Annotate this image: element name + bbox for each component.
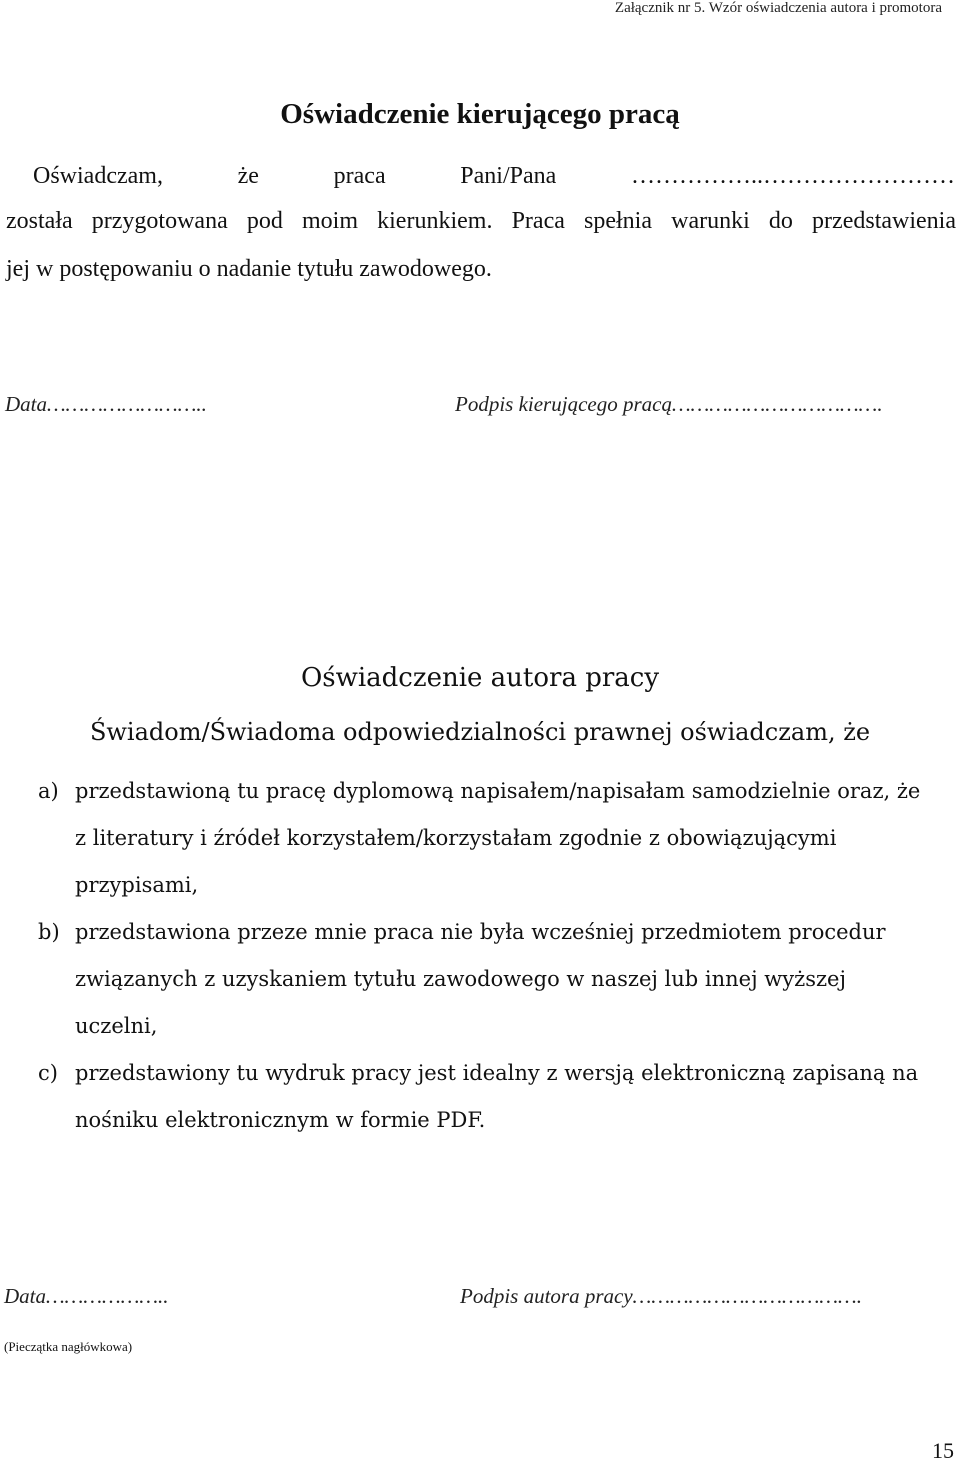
list-item: [38, 768, 953, 909]
list-item-letter: b): [38, 920, 60, 944]
stamp-label: (Pieczątka nagłówkowa): [4, 1339, 133, 1354]
list-item-text: [75, 1050, 953, 1144]
list-item-line: przypisami,: [75, 873, 199, 897]
word: że: [237, 163, 259, 189]
list-item: [38, 1050, 953, 1144]
author-statement-list: [38, 768, 953, 1144]
list-item-text: [75, 909, 953, 1050]
supervisor-statement-line-3: jej w postępowaniu o nadanie tytułu zawodowego.: [6, 256, 492, 282]
list-item-line: związanych z uzyskaniem tytułu zawodowego w naszej lub innej wyższej: [75, 967, 846, 991]
annex-header: Załącznik nr 5. Wzór oświadczenia autora i promotora: [614, 0, 942, 16]
author-statement-title: Oświadczenie autora pracy: [300, 663, 660, 693]
author-date-field: Data………………..: [4, 1284, 169, 1308]
word: praca: [333, 163, 386, 189]
supervisor-signature-field: Podpis kierującego pracą…………………………….: [455, 392, 883, 416]
list-item-text: [75, 768, 953, 909]
supervisor-statement-line-1: [33, 163, 955, 190]
author-statement-subtitle: Świadom/Świadoma odpowiedzialności prawnej oświadczam, że: [89, 718, 871, 746]
page-number: 15: [932, 1438, 954, 1463]
author-signature-field: Podpis autora pracy……………………………….: [460, 1284, 862, 1308]
list-item-line: nośniku elektronicznym w formie PDF.: [75, 1108, 486, 1132]
list-item: [38, 909, 953, 1050]
list-item-line: przedstawiony tu wydruk pracy jest idealny z wersją elektroniczną zapisaną na: [75, 1061, 919, 1085]
list-item-line: uczelni,: [75, 1014, 158, 1038]
word: Oświadczam,: [33, 163, 163, 189]
word: Pani/Pana: [460, 163, 557, 189]
supervisor-date-field: Data……………………..: [5, 392, 207, 416]
supervisor-statement-line-2: została przygotowana pod moim kierunkiem. Praca spełnia warunki do przedstawienia: [6, 208, 956, 234]
list-item-letter: c): [38, 1061, 58, 1085]
name-blank: ……………..……………………: [630, 163, 955, 189]
list-item-letter: a): [38, 779, 59, 803]
list-item-line: przedstawiona przeze mnie praca nie była wcześniej przedmiotem procedur: [75, 920, 886, 944]
list-item-line: przedstawioną tu pracę dyplomową napisałem/napisałam samodzielnie oraz, że: [75, 779, 921, 803]
list-item-line: z literatury i źródeł korzystałem/korzystałam zgodnie z obowiązującymi: [75, 826, 837, 850]
supervisor-statement-title: Oświadczenie kierującego pracą: [280, 98, 680, 130]
